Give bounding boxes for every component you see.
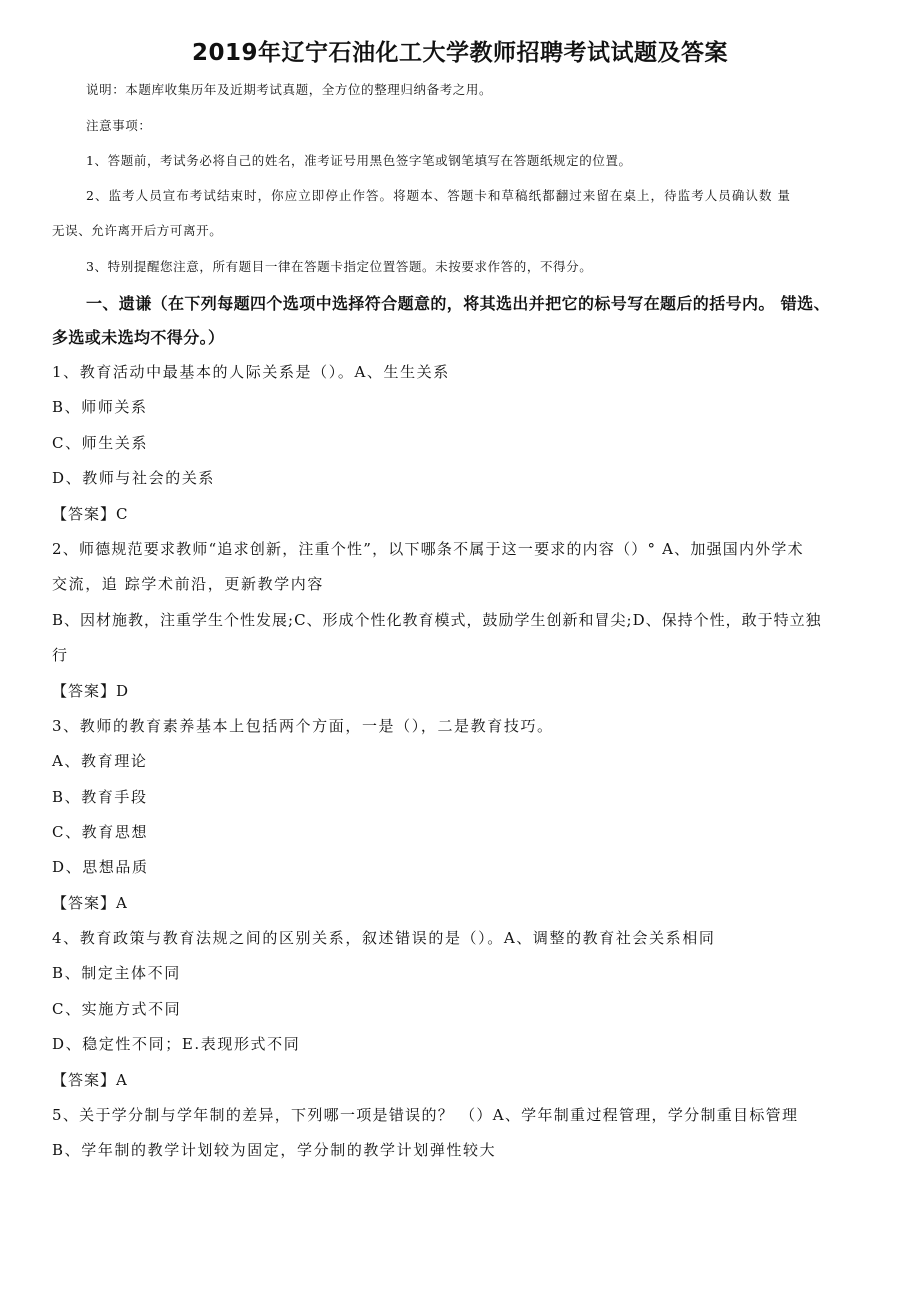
page-title: 2019年辽宁石油化工大学教师招聘考试试题及答案 bbox=[191, 40, 728, 66]
q5-option-b: B、学年制的教学计划较为固定，学分制的教学计划弹性较大 bbox=[52, 1141, 497, 1159]
q1-option-d: D、教师与社会的关系 bbox=[52, 469, 216, 487]
section-heading: 一、遗谦（在下列每题四个选项中选择符合题意的，将其选出并把它的标号写在题后的括号内。 错选、 bbox=[86, 294, 830, 313]
intro-item-2-cont: 无误、允许离开后方可离开。 bbox=[52, 223, 223, 238]
q1-stem: 1、教育活动中最基本的人际关系是（）。A、生生关系 bbox=[52, 363, 450, 381]
q2-options: B、因材施教，注重学生个性发展;C、形成个性化教育模式，鼓励学生创新和冒尖;D、保持个性，敢于特立独 bbox=[52, 611, 822, 629]
section-heading-cont: 多选或未选均不得分。） bbox=[52, 328, 225, 347]
q3-option-b: B、教育手段 bbox=[52, 788, 148, 806]
intro-item-3: 3、特别提醒您注意，所有题目一律在答题卡指定位置答题。未按要求作答的，不得分。 bbox=[86, 259, 593, 274]
q5-stem: 5、关于学分制与学年制的差异，下列哪一项是错误的？ （）A、学年制重过程管理，学分制重目标管理 bbox=[52, 1106, 799, 1124]
q3-option-d: D、思想品质 bbox=[52, 858, 149, 876]
q1-answer: 【答案】C bbox=[52, 505, 129, 523]
intro-note: 说明：本题库收集历年及近期考试真题，全方位的整理归纳备考之用。 bbox=[86, 82, 493, 97]
q4-option-b: B、制定主体不同 bbox=[52, 964, 181, 982]
intro-attention: 注意事项： bbox=[86, 118, 152, 133]
q3-answer: 【答案】A bbox=[52, 894, 128, 912]
q2-options-cont: 行 bbox=[52, 646, 69, 664]
q4-option-d: D、稳定性不同；E.表现形式不同 bbox=[52, 1035, 301, 1053]
q1-option-c: C、师生关系 bbox=[52, 434, 149, 452]
intro-item-1: 1、答题前，考试务必将自己的姓名，准考证号用黑色签字笔或钢笔填写在答题纸规定的位置。 bbox=[86, 153, 632, 168]
q3-option-a: A、教育理论 bbox=[52, 752, 148, 770]
q3-option-c: C、教育思想 bbox=[52, 823, 149, 841]
q1-option-b: B、师师关系 bbox=[52, 398, 148, 416]
q2-answer: 【答案】D bbox=[52, 682, 130, 700]
q4-option-c: C、实施方式不同 bbox=[52, 1000, 182, 1018]
q4-stem: 4、教育政策与教育法规之间的区别关系，叙述错误的是（）。A、调整的教育社会关系相同 bbox=[52, 929, 716, 947]
q2-stem: 2、师德规范要求教师“追求创新，注重个性”，以下哪条不属于这一要求的内容（）° A、加强国内外学术 bbox=[52, 540, 804, 558]
q4-answer: 【答案】A bbox=[52, 1071, 128, 1089]
q2-stem-cont: 交流，追 踪学术前沿，更新教学内容 bbox=[52, 575, 324, 593]
intro-item-2: 2、监考人员宣布考试结束时，你应立即停止作答。将题本、答题卡和草稿纸都翻过来留在桌上，待监考人员确认数 量 bbox=[86, 188, 792, 203]
q3-stem: 3、教师的教育素养基本上包括两个方面，一是（），二是教育技巧。 bbox=[52, 717, 554, 735]
